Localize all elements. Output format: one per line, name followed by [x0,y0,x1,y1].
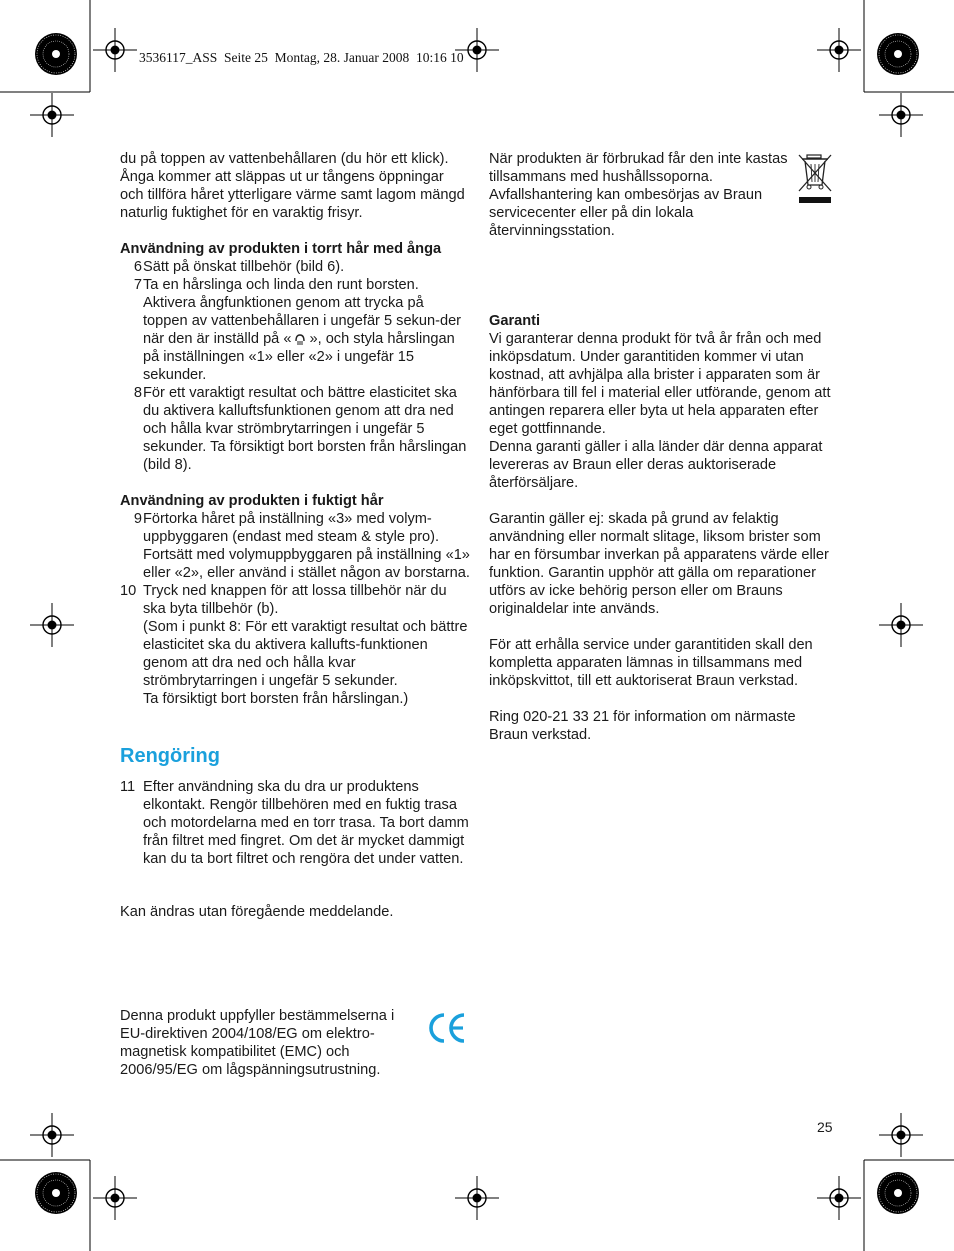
intro-paragraph: du på toppen av vattenbehållaren (du hör ett klick). Ånga kommer att släppas ut ur tångens öppningar och tillföra håret ytterligare värme samt lagom mängd naturlig fuktighet för en varaktig frisyr. [120,151,465,221]
warranty-paragraph: För att erhålla service under garantitiden skall den kompletta apparaten lämnas in tillsammans med inköpskvittot, till ett auktoriserat Braun verkstad. [489,637,813,689]
list-item: 6 Sätt på önskat tillbehör (bild 6). [133,259,345,275]
list-item: 9 Förtorka håret på inställning «3» med volym-uppbyggaren (endast med steam & style pro). Fortsätt med volymuppbyggaren på inställning «1» eller «2», eller använd i stället någon av borstarna. [133,511,470,581]
right-column [489,150,837,744]
ce-compliance-text: Denna produkt uppfyller bestämmelserna i EU-direktiven 2004/108/EG om elektro-magnetisk kompatibilitet (EMC) och 2006/95/EG om lågspänningsutrustning. [120,1008,395,1078]
warranty-paragraph: Vi garanterar denna produkt för två år från och med inköpsdatum. Under garantitiden kommer vi utan kostnad, att avhjälpa alla brister i apparaten som är hänförbara till fel i material eller utförande, genom att antingen reparera eller byta ut hela apparaten efter eget gottfinnande. [489,331,831,437]
warranty-paragraph: Denna garanti gäller i alla länder där denna apparat levereras av Braun eller deras auktoriserade återförsäljare. [489,439,823,491]
left-column [120,150,470,921]
wet-hair-heading: Användning av produkten i fuktigt hår [120,493,384,509]
list-item: 7 Ta en hårslinga och linda den runt borsten. Aktivera ångfunktionen genom att trycka på toppen av vattenbehållaren i ungefär 5 sekun-der när den är inställd på « », och styla hårslingan på inställningen «1» eller «2» i ungefär 15 sekunder. [133,277,462,383]
cleaning-title: Rengöring [120,745,220,767]
print-slug: 3536117_ASS Seite 25 Montag, 28. Januar 2008 10:16 10 [139,50,464,65]
dry-hair-heading: Användning av produkten i torrt hår med ånga [120,241,442,257]
warranty-paragraph: Garantin gäller ej: skada på grund av felaktig användning eller normalt slitage, liksom brister som har en försumbar inverkan på apparatens värde eller funktion. Garantin upphör att gälla om reparationer utförs av icke behörig person eller om Brauns originaldelar inte används. [489,511,829,617]
change-notice: Kan ändras utan föregående meddelande. [120,904,394,920]
disposal-paragraph: När produkten är förbrukad får den inte kastas tillsammans med hushållssoporna. Avfallshantering kan ombesörjas av Braun servicecenter eller på din lokala återvinningsstation. [489,151,788,239]
list-item: 10 Tryck ned knappen för att lossa tillbehör när du ska byta tillbehör (b). (Som i punkt 8: För ett varaktigt resultat och bättre elasticitet ska du aktivera kallufts-funktionen genom att dra ned och hålla kvar strömbrytarringen i ungefär 5 sekunder. Ta försiktigt bort borsten från hårslingan.) [120,583,468,707]
ce-mark-icon [426,1011,466,1045]
warranty-heading: Garanti [489,313,541,329]
warranty-paragraph: Ring 020-21 33 21 för information om närmaste Braun verkstad. [489,709,796,743]
crossed-bin-icon [797,153,833,205]
steam-icon [293,332,307,346]
page-number: 25 [817,1119,833,1135]
list-item: 11 Efter användning ska du dra ur produktens elkontakt. Rengör tillbehören med en fuktig trasa och motordelarna med en torr trasa. Ta bort damm från filtret med fingret. Om det är mycket dammigt kan du ta bort filtret och rengöra det under vatten. [120,779,469,867]
list-item: 8 För ett varaktigt resultat och bättre elasticitet ska du aktivera kalluftsfunktionen genom att dra ned och hålla kvar strömbrytarringen i ungefär 5 sekunder. Ta försiktigt bort borsten från hårslingan (bild 8). [133,385,467,473]
